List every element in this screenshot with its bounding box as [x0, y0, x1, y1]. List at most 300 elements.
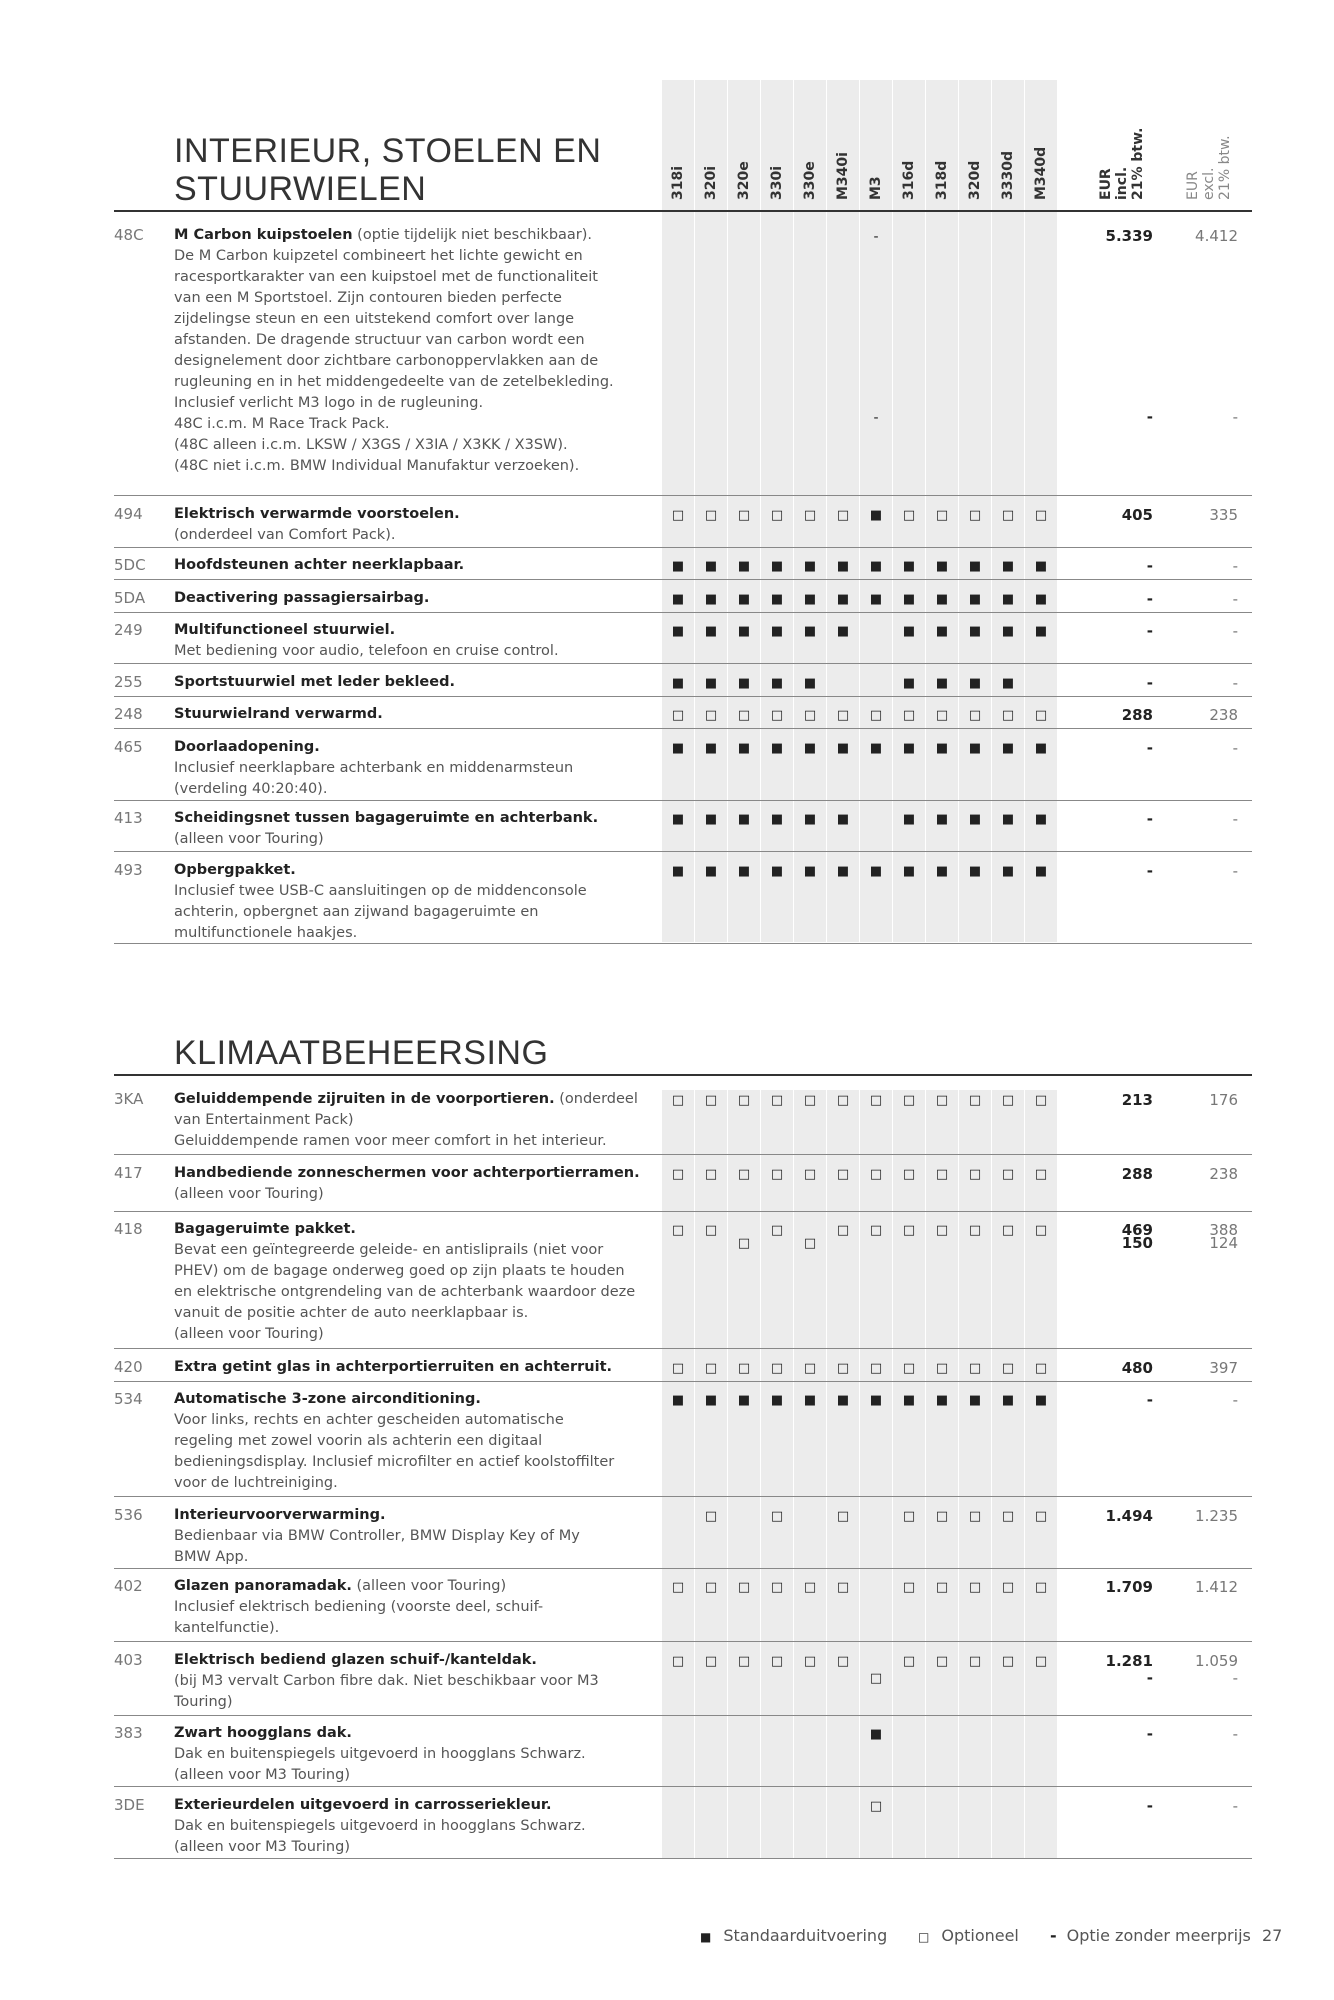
- availability-mark: □: [770, 708, 784, 723]
- price-header-line: incl.: [1114, 166, 1130, 200]
- column-header: [728, 80, 760, 210]
- availability-mark: □: [737, 1093, 751, 1108]
- option-detail-line: Touring): [174, 1693, 233, 1710]
- availability-mark: ■: [869, 1727, 883, 1742]
- availability-mark: □: [968, 1093, 982, 1108]
- availability-mark: □: [836, 1166, 850, 1182]
- availability-mark: ■: [704, 863, 718, 879]
- column-header-label: 320e: [736, 161, 752, 200]
- availability-mark: -: [873, 410, 879, 426]
- option-code: 255: [114, 672, 143, 691]
- price-excl-vat: -: [1232, 1796, 1238, 1815]
- availability-mark: □: [1001, 1653, 1015, 1669]
- option-code: 413: [114, 809, 143, 827]
- option-detail-line: van een M Sportstoel. Zijn contouren bieden perfecte: [174, 290, 562, 306]
- legend-no-charge: - Optie zonder meerprijs: [1050, 1926, 1251, 1945]
- option-name: Bagageruimte pakket.: [174, 1221, 356, 1237]
- section-title-line: KLIMAATBEHEERSING: [174, 1034, 549, 1072]
- price-excl-vat: 238: [1209, 1164, 1238, 1183]
- availability-mark: ■: [902, 591, 916, 607]
- option-note: (optie tijdelijk niet beschikbaar).: [352, 227, 593, 243]
- availability-mark: ■: [1001, 863, 1015, 879]
- option-detail-line: Inclusief twee USB-C aansluitingen op de middenconsole: [174, 882, 587, 899]
- option-detail-line: rugleuning en in het middengedeelte van de zetelbekleding.: [174, 374, 614, 390]
- option-detail-line: Inclusief elektrisch bediening (voorste deel, schuif-: [174, 1599, 544, 1615]
- availability-mark: □: [935, 1093, 949, 1108]
- availability-mark: □: [1001, 1223, 1015, 1238]
- option-name: Handbediende zonneschermen voor achterportierramen.: [174, 1164, 640, 1181]
- price-header-line: 21% btw.: [1217, 135, 1233, 200]
- price-excl-vat: -: [1232, 1391, 1238, 1409]
- availability-mark: □: [770, 1580, 784, 1595]
- availability-mark: □: [869, 1166, 883, 1182]
- option-code: 249: [114, 621, 143, 639]
- availability-mark: □: [1001, 1360, 1015, 1376]
- availability-mark: □: [968, 1580, 982, 1595]
- availability-mark: ■: [935, 1393, 949, 1408]
- price-incl-vat: -: [1146, 1668, 1153, 1687]
- price-excl-vat: -: [1232, 589, 1238, 608]
- availability-mark: □: [902, 1653, 916, 1669]
- legend-optional: □ Optioneel: [918, 1926, 1019, 1945]
- availability-mark: □: [671, 1653, 685, 1669]
- availability-mark: ■: [935, 559, 949, 574]
- option-name: Automatische 3-zone airconditioning.: [174, 1391, 481, 1407]
- availability-mark: ■: [935, 740, 949, 756]
- availability-mark: ■: [968, 624, 982, 639]
- option-detail-line: BMW App.: [174, 1548, 249, 1565]
- availability-mark: ■: [737, 559, 751, 574]
- option-name: Doorlaadopening.: [174, 738, 320, 755]
- availability-mark: □: [704, 708, 718, 723]
- availability-mark: ■: [671, 624, 685, 639]
- option-detail-line: PHEV) om de bagage onderweg goed op zijn plaats te houden: [174, 1263, 625, 1279]
- availability-mark: □: [737, 1653, 751, 1669]
- availability-mark: □: [935, 1580, 949, 1595]
- option-detail-line: (alleen voor Touring): [174, 831, 324, 847]
- option-detail-line: Voor links, rechts en achter gescheiden automatische: [174, 1412, 564, 1428]
- option-detail-line: Dak en buitenspiegels uitgevoerd in hoogglans Schwarz.: [174, 1817, 586, 1834]
- option-detail-line: (alleen voor Touring): [174, 1185, 324, 1202]
- availability-mark: ■: [737, 1393, 751, 1408]
- option-name: Stuurwielrand verwarmd.: [174, 706, 383, 722]
- price-excl-vat: 238: [1209, 706, 1238, 724]
- option-name: Scheidingsnet tussen bagageruimte en achterbank.: [174, 810, 599, 826]
- availability-mark: ■: [968, 591, 982, 607]
- availability-mark: □: [935, 1508, 949, 1524]
- availability-mark: □: [869, 1360, 883, 1376]
- option-description: [174, 504, 674, 546]
- availability-mark: □: [704, 1508, 718, 1524]
- option-detail-line: Dak en buitenspiegels uitgevoerd in hoogglans Schwarz.: [174, 1746, 586, 1762]
- option-name: Elektrisch bediend glazen schuif-/kanteldak.: [174, 1651, 537, 1668]
- option-code: 3KA: [114, 1090, 144, 1108]
- column-header: [794, 80, 826, 210]
- availability-mark: □: [1034, 1653, 1048, 1669]
- price-header-line: EUR: [1185, 171, 1201, 200]
- price-incl-vat: 288: [1121, 1164, 1153, 1183]
- option-code: 248: [114, 705, 143, 723]
- availability-mark: ■: [770, 1393, 784, 1408]
- availability-mark: ■: [902, 740, 916, 756]
- option-name: Geluiddempende zijruiten in de voorportieren.: [174, 1091, 555, 1107]
- option-detail-line: Inclusief verlicht M3 logo in de rugleuning.: [174, 395, 484, 411]
- price-excl-vat: 1.059: [1195, 1651, 1238, 1670]
- option-code: 536: [114, 1505, 143, 1524]
- availability-mark: □: [902, 1360, 916, 1376]
- availability-mark: ■: [968, 559, 982, 574]
- option-name: Exterieurdelen uitgevoerd in carrosseriekleur.: [174, 1796, 552, 1813]
- price-header-line: EUR: [1098, 168, 1114, 200]
- availability-mark: □: [803, 708, 817, 723]
- availability-mark: ■: [1034, 863, 1048, 879]
- availability-mark: □: [737, 1236, 751, 1251]
- availability-mark: □: [968, 708, 982, 723]
- availability-mark: ■: [671, 1393, 685, 1408]
- price-header-line: 21% btw.: [1130, 127, 1146, 200]
- option-code: 465: [114, 737, 143, 756]
- availability-mark: ■: [1001, 740, 1015, 756]
- availability-mark: ■: [935, 812, 949, 827]
- price-excl-vat: -: [1232, 673, 1238, 692]
- availability-mark: ■: [671, 675, 685, 691]
- availability-mark: ■: [902, 812, 916, 827]
- availability-mark: ■: [671, 740, 685, 756]
- availability-mark: □: [803, 1166, 817, 1182]
- availability-mark: □: [704, 1223, 718, 1238]
- option-name: Extra getint glas in achterportierruiten en achterruit.: [174, 1358, 613, 1375]
- availability-mark: □: [968, 1653, 982, 1669]
- price-incl-vat: -: [1146, 810, 1153, 828]
- option-description: [174, 1357, 674, 1378]
- availability-mark: ■: [737, 740, 751, 756]
- availability-mark: □: [836, 1223, 850, 1238]
- availability-mark: □: [770, 507, 784, 523]
- availability-mark: ■: [1034, 1393, 1048, 1408]
- availability-mark: □: [935, 507, 949, 523]
- option-code: 534: [114, 1390, 143, 1408]
- availability-mark: ■: [1001, 624, 1015, 639]
- availability-mark: □: [671, 507, 685, 523]
- column-header-label: 330i: [769, 165, 785, 200]
- availability-mark: □: [1001, 708, 1015, 723]
- price-excl-vat: -: [1232, 1725, 1238, 1743]
- availability-mark: □: [1034, 1360, 1048, 1376]
- availability-mark: ■: [902, 1393, 916, 1408]
- availability-mark: ■: [803, 559, 817, 574]
- price-excl-vat: 4.412: [1195, 227, 1238, 245]
- availability-mark: □: [671, 1580, 685, 1595]
- availability-mark: □: [1034, 1580, 1048, 1595]
- availability-mark: □: [1034, 507, 1048, 523]
- availability-mark: □: [836, 1093, 850, 1108]
- option-detail-line: (48C alleen i.c.m. LKSW / X3GS / X3IA / X3KK / X3SW).: [174, 437, 568, 453]
- availability-mark: □: [869, 1093, 883, 1108]
- availability-mark: ■: [902, 675, 916, 691]
- availability-mark: ■: [935, 591, 949, 607]
- option-detail-line: voor de luchtreiniging.: [174, 1475, 338, 1491]
- availability-mark: □: [1001, 1166, 1015, 1182]
- section-rule: [114, 210, 1252, 212]
- availability-mark: ■: [737, 675, 751, 691]
- column-header-label: 316d: [901, 160, 917, 200]
- section-title-klimaat: [174, 1034, 548, 1072]
- option-code: 48C: [114, 226, 144, 244]
- option-description: [174, 620, 674, 662]
- price-excl-vat: -: [1232, 408, 1238, 426]
- availability-mark: ■: [869, 591, 883, 607]
- price-incl-vat: 213: [1121, 1091, 1153, 1109]
- option-code: 494: [114, 504, 143, 523]
- availability-mark: ■: [770, 863, 784, 879]
- availability-mark: ■: [704, 675, 718, 691]
- price-excl-vat: -: [1232, 810, 1238, 828]
- availability-mark: ■: [737, 863, 751, 879]
- price-excl-vat: -: [1232, 557, 1238, 575]
- availability-mark: ■: [836, 624, 850, 639]
- availability-mark: ■: [935, 675, 949, 691]
- availability-mark: □: [704, 507, 718, 523]
- price-excl-vat: -: [1232, 622, 1238, 640]
- option-description: [174, 588, 674, 609]
- price-incl-vat: 480: [1121, 1358, 1153, 1377]
- availability-mark: ■: [869, 559, 883, 574]
- option-description: [174, 1505, 674, 1568]
- option-description: [174, 704, 674, 725]
- availability-mark: □: [968, 1166, 982, 1182]
- availability-mark: ■: [770, 812, 784, 827]
- option-description: [174, 808, 674, 850]
- option-code: 420: [114, 1357, 143, 1376]
- option-description: [174, 1389, 674, 1494]
- option-name: Opbergpakket.: [174, 861, 296, 878]
- option-description: [174, 672, 674, 693]
- availability-mark: ■: [671, 591, 685, 607]
- option-code: 417: [114, 1163, 143, 1182]
- table-row: [114, 218, 1252, 496]
- availability-mark: □: [803, 507, 817, 523]
- availability-mark: □: [1001, 1580, 1015, 1595]
- availability-mark: □: [935, 1223, 949, 1238]
- price-incl-vat: 1.709: [1105, 1578, 1153, 1596]
- price-excl-vat: -: [1232, 738, 1238, 757]
- column-header-label: 320d: [967, 160, 983, 200]
- option-detail-line: van Entertainment Pack): [174, 1112, 354, 1128]
- price-incl-vat: 1.281: [1105, 1651, 1153, 1670]
- availability-mark: ■: [770, 624, 784, 639]
- availability-mark: □: [935, 708, 949, 723]
- availability-mark: □: [803, 1093, 817, 1108]
- option-detail-line: Met bediening voor audio, telefoon en cruise control.: [174, 643, 559, 659]
- availability-mark: □: [836, 1508, 850, 1524]
- price-excl-vat: 1.235: [1195, 1506, 1238, 1525]
- availability-mark: □: [704, 1360, 718, 1376]
- availability-mark: □: [671, 1223, 685, 1238]
- option-detail-line: Inclusief neerklapbare achterbank en middenarmsteun: [174, 759, 574, 776]
- column-header: [893, 80, 925, 210]
- option-code: 3DE: [114, 1795, 145, 1814]
- option-name: Hoofdsteunen achter neerklapbaar.: [174, 557, 465, 573]
- option-detail-line: (48C niet i.c.m. BMW Individual Manufaktur verzoeken).: [174, 458, 580, 474]
- option-code: 5DC: [114, 556, 146, 574]
- availability-mark: □: [836, 1580, 850, 1595]
- price-incl-vat: 150: [1121, 1234, 1153, 1252]
- option-note: (onderdeel: [554, 1091, 638, 1107]
- availability-mark: ■: [704, 812, 718, 827]
- option-description: [174, 1723, 674, 1786]
- availability-mark: ■: [737, 591, 751, 607]
- price-excl-vat: -: [1232, 1668, 1238, 1687]
- availability-mark: -: [873, 229, 879, 245]
- option-description: [174, 1219, 674, 1345]
- price-incl-vat: -: [1146, 673, 1153, 692]
- column-header: [695, 80, 727, 210]
- option-detail-line: 48C i.c.m. M Race Track Pack.: [174, 416, 390, 432]
- option-name: Elektrisch verwarmde voorstoelen.: [174, 505, 460, 522]
- availability-mark: ■: [935, 624, 949, 639]
- availability-mark: ■: [1034, 812, 1048, 827]
- column-header: [1025, 80, 1057, 210]
- option-detail-line: en elektrische ontgrendeling van de achterbank waardoor deze: [174, 1284, 636, 1300]
- page-number: 27: [1262, 1926, 1283, 1945]
- availability-mark: ■: [836, 1393, 850, 1408]
- price-incl-vat: -: [1146, 622, 1153, 640]
- availability-mark: □: [836, 1653, 850, 1669]
- column-header: [992, 80, 1024, 210]
- availability-mark: ■: [968, 812, 982, 827]
- option-code: 403: [114, 1650, 143, 1669]
- availability-mark: □: [671, 1093, 685, 1108]
- price-excl-vat: 335: [1209, 505, 1238, 524]
- legend-standard: ■ Standaarduitvoering: [700, 1926, 888, 1945]
- availability-mark: □: [803, 1360, 817, 1376]
- price-incl-vat: -: [1146, 589, 1153, 608]
- availability-mark: ■: [1034, 559, 1048, 574]
- price-incl-vat: 5.339: [1105, 227, 1153, 245]
- option-detail-line: designelement door zichtbare carbonoppervlakken aan de: [174, 353, 599, 369]
- section-rule: [114, 1074, 1252, 1076]
- availability-mark: ■: [1034, 624, 1048, 639]
- option-name: Deactivering passagiersairbag.: [174, 589, 430, 606]
- availability-mark: □: [902, 708, 916, 723]
- column-header-label: M3: [868, 176, 884, 200]
- column-header-label: 3330d: [1000, 151, 1016, 200]
- option-detail-line: vanuit de positie achter de auto neerklapbaar is.: [174, 1305, 529, 1321]
- option-detail-line: regeling met zowel voorin als achterin een digitaal: [174, 1433, 543, 1449]
- availability-mark: □: [737, 1166, 751, 1182]
- availability-mark: □: [869, 1223, 883, 1238]
- availability-mark: □: [704, 1580, 718, 1595]
- option-code: 418: [114, 1220, 143, 1238]
- availability-mark: ■: [902, 863, 916, 879]
- availability-mark: □: [704, 1166, 718, 1182]
- option-detail-line: (onderdeel van Comfort Pack).: [174, 526, 396, 543]
- availability-mark: □: [968, 1360, 982, 1376]
- column-header: [959, 80, 991, 210]
- availability-mark: □: [770, 1653, 784, 1669]
- option-detail-line: (alleen voor M3 Touring): [174, 1767, 350, 1783]
- availability-mark: □: [902, 1166, 916, 1182]
- availability-mark: ■: [968, 740, 982, 756]
- column-header: [926, 80, 958, 210]
- price-incl-vat: -: [1146, 1796, 1153, 1815]
- availability-mark: □: [869, 708, 883, 723]
- availability-mark: □: [704, 1653, 718, 1669]
- availability-mark: □: [770, 1508, 784, 1524]
- availability-mark: □: [770, 1093, 784, 1108]
- availability-mark: □: [803, 1580, 817, 1595]
- availability-mark: □: [1034, 1223, 1048, 1238]
- availability-mark: ■: [770, 740, 784, 756]
- availability-mark: ■: [704, 591, 718, 607]
- option-description: [174, 860, 674, 944]
- option-detail-line: Geluiddempende ramen voor meer comfort in het interieur.: [174, 1133, 607, 1149]
- availability-mark: □: [737, 1360, 751, 1376]
- availability-mark: ■: [869, 1393, 883, 1408]
- column-header-label: 318d: [934, 160, 950, 200]
- availability-mark: ■: [803, 740, 817, 756]
- availability-mark: ■: [836, 740, 850, 756]
- availability-mark: □: [1001, 1508, 1015, 1524]
- option-code: 383: [114, 1724, 143, 1742]
- availability-mark: □: [836, 1360, 850, 1376]
- availability-mark: □: [671, 708, 685, 723]
- availability-mark: ■: [803, 1393, 817, 1408]
- availability-mark: □: [1034, 708, 1048, 723]
- availability-mark: ■: [935, 863, 949, 879]
- availability-mark: ■: [770, 675, 784, 691]
- column-header: [827, 80, 859, 210]
- option-detail-line: multifunctionele haakjes.: [174, 924, 358, 941]
- option-description: [174, 225, 674, 477]
- option-detail-line: bedieningsdisplay. Inclusief microfilter en actief koolstoffilter: [174, 1454, 615, 1470]
- availability-mark: ■: [1001, 812, 1015, 827]
- price-excl-vat: 176: [1209, 1091, 1238, 1109]
- availability-mark: ■: [1001, 675, 1015, 691]
- price-incl-vat: -: [1146, 408, 1153, 426]
- availability-mark: □: [803, 1236, 817, 1251]
- price-incl-vat: 469: [1121, 1221, 1153, 1239]
- availability-mark: ■: [902, 559, 916, 574]
- availability-mark: □: [737, 1580, 751, 1595]
- availability-mark: □: [770, 1166, 784, 1182]
- availability-mark: □: [1034, 1508, 1048, 1524]
- availability-mark: ■: [836, 863, 850, 879]
- availability-mark: ■: [836, 591, 850, 607]
- availability-mark: ■: [737, 624, 751, 639]
- availability-mark: ■: [1001, 591, 1015, 607]
- column-header: [860, 80, 892, 210]
- option-name: Multifunctioneel stuurwiel.: [174, 622, 396, 638]
- option-detail-line: Bevat een geïntegreerde geleide- en antisliprails (niet voor: [174, 1242, 604, 1258]
- availability-mark: □: [869, 1798, 883, 1814]
- availability-mark: ■: [803, 675, 817, 691]
- availability-mark: ■: [869, 740, 883, 756]
- option-code: 5DA: [114, 588, 146, 607]
- column-header: [761, 80, 793, 210]
- availability-mark: ■: [968, 675, 982, 691]
- availability-mark: □: [803, 1653, 817, 1669]
- option-code: 493: [114, 860, 143, 879]
- availability-mark: ■: [968, 1393, 982, 1408]
- column-header: [662, 80, 694, 210]
- availability-mark: ■: [836, 559, 850, 574]
- availability-mark: ■: [1034, 740, 1048, 756]
- availability-mark: ■: [770, 591, 784, 607]
- option-detail-line: (alleen voor Touring): [174, 1326, 324, 1342]
- option-detail-line: (alleen voor M3 Touring): [174, 1838, 350, 1855]
- availability-mark: ■: [1001, 559, 1015, 574]
